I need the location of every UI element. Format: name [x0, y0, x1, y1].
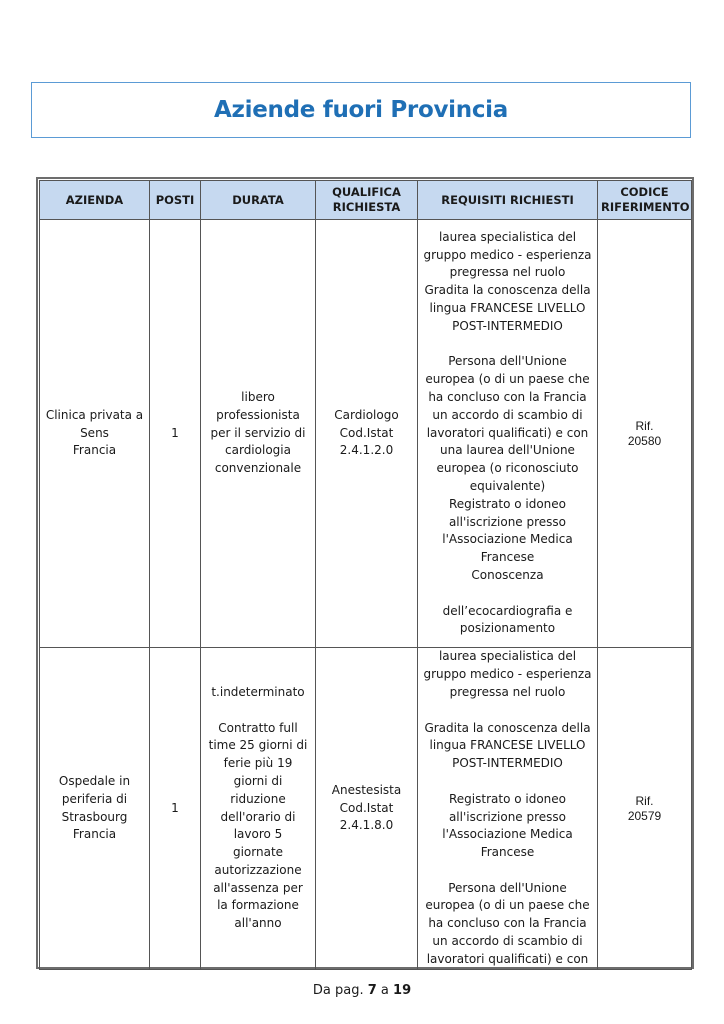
cell-text-line: Strasbourg: [61, 809, 128, 824]
cell-text-line: lingua FRANCESE LIVELLO: [429, 301, 586, 316]
cell-text-line: Cod.Istat: [339, 425, 394, 440]
table-row: [40, 648, 692, 970]
cell-durata: [201, 648, 316, 970]
cell-qualifica: [316, 648, 418, 970]
cell-text-line: [204, 702, 312, 720]
cell-text-line: time 25 giorni di: [208, 738, 308, 753]
cell-text-line: autorizzazione: [214, 862, 302, 877]
cell-text-line: Francese: [480, 550, 535, 565]
cell-azienda: [40, 220, 150, 648]
cell-text-line: ferie più 19: [223, 756, 293, 771]
cell-requisiti: [418, 648, 598, 970]
header-posti: POSTI: [150, 181, 201, 220]
footer-prefix: Da pag.: [312, 983, 364, 998]
cell-text-line: t.indeterminato: [211, 684, 305, 699]
cell-text-line: [421, 585, 594, 603]
cell-text-line: Registrato o idoneo: [448, 791, 567, 806]
cell-text-line: 20580: [627, 433, 662, 448]
cell-text-line: Cardiologo: [334, 407, 399, 422]
table-row: [40, 220, 692, 648]
cell-text-line: Gradita la conoscenza della: [424, 283, 591, 298]
cell-text-line: 2.4.1.2.0: [339, 443, 394, 458]
cell-text-line: dell’ecocardiografia e: [442, 603, 573, 618]
header-durata: DURATA: [201, 181, 316, 220]
cell-text-line: una laurea dell'Unione: [440, 443, 575, 458]
header-qualifica-line: QUALIFICA: [332, 185, 401, 199]
cell-text-line: [421, 702, 594, 720]
page-footer: [0, 983, 724, 998]
cell-text-line: equivalente): [469, 478, 546, 493]
cell-text-line: lavoratori qualificati) e con: [426, 425, 589, 440]
page-title: Aziende fuori Provincia: [214, 97, 508, 123]
cell-text-line: gruppo medico - esperienza: [423, 247, 592, 262]
cell-text-line: lavoratori qualificati) e con: [426, 951, 589, 966]
footer-separator: a: [380, 983, 389, 998]
cell-qualifica: [316, 220, 418, 648]
cell-text-line: giorni di: [233, 773, 283, 788]
cell-text-line: giornate: [232, 845, 284, 860]
cell-text-line: [421, 336, 594, 354]
cell-text-line: Francia: [72, 443, 117, 458]
cell-text-line: un accordo di scambio di: [432, 407, 583, 422]
cell-text-line: all'iscrizione presso: [448, 514, 567, 529]
cell-riferimento: [598, 648, 692, 970]
header-qualifica: [316, 181, 418, 220]
cell-text-line: libero: [241, 390, 275, 404]
cell-text-line: Persona dell'Unione: [448, 354, 567, 369]
cell-text-line: Conoscenza: [471, 567, 544, 582]
cell-text-line: [421, 773, 594, 791]
cell-text-line: 20579: [627, 808, 662, 823]
cell-text-line: Persona dell'Unione: [448, 880, 567, 895]
cell-text-line: laurea specialistica del: [438, 649, 577, 664]
header-azienda: AZIENDA: [40, 181, 150, 220]
cell-text-line: europea (o di un paese che: [425, 372, 590, 387]
cell-text-line: gruppo medico - esperienza: [423, 667, 592, 682]
cell-text-line: Gradita la conoscenza della: [424, 720, 591, 735]
cell-text-line: all'assenza per: [213, 880, 303, 895]
cell-text-line: la formazione: [217, 898, 299, 913]
table-header-row: [40, 181, 692, 220]
header-qualifica-line: RICHIESTA: [332, 200, 401, 214]
job-offers-table-frame: [36, 177, 694, 969]
cell-text-line: laurea specialistica del: [438, 229, 577, 244]
cell-text-line: [421, 862, 594, 880]
cell-text-line: Rif.: [635, 793, 654, 808]
cell-text-line: per il servizio di: [210, 425, 306, 440]
cell-durata: [201, 220, 316, 648]
header-codice-line: RIFERIMENTO: [601, 200, 690, 214]
cell-text-line: posizionamento: [459, 621, 556, 636]
cell-text-line: pregressa nel ruolo: [449, 265, 566, 280]
cell-posti: 1: [150, 648, 201, 970]
footer-total-pages: 19: [393, 983, 412, 998]
cell-text-line: l'Associazione Medica: [442, 532, 573, 547]
cell-text-line: un accordo di scambio di: [432, 934, 583, 949]
cell-text-line: POST-INTERMEDIO: [452, 756, 563, 771]
cell-requisiti: [418, 220, 598, 648]
cell-text-line: Francese: [480, 845, 535, 860]
cell-text-line: europea (o riconosciuto: [436, 461, 579, 476]
header-codice-line: CODICE: [620, 185, 669, 199]
cell-text-line: POST-INTERMEDIO: [452, 318, 563, 333]
cell-text-line: Clinica privata a: [45, 407, 144, 422]
cell-azienda: [40, 648, 150, 970]
cell-text-line: periferia di: [61, 791, 128, 806]
cell-text-line: l'Associazione Medica: [442, 827, 573, 842]
cell-text-line: cardiologia: [225, 443, 291, 458]
cell-posti: 1: [150, 220, 201, 648]
page-title-box: [31, 82, 691, 138]
cell-text-line: 2.4.1.8.0: [339, 818, 394, 833]
cell-text-line: lingua FRANCESE LIVELLO: [429, 738, 586, 753]
cell-text-line: Anestesista: [331, 782, 402, 797]
header-requisiti: REQUISITI RICHIESTI: [418, 181, 598, 220]
cell-text-line: Rif.: [635, 418, 654, 433]
cell-text-line: europea (o di un paese che: [425, 898, 590, 913]
cell-text-line: dell'orario di: [220, 809, 296, 824]
cell-text-line: Sens: [80, 425, 109, 440]
cell-text-line: pregressa nel ruolo: [449, 684, 566, 699]
cell-text-line: all'anno: [234, 916, 282, 931]
cell-text-line: convenzionale: [214, 461, 302, 476]
footer-current-page: 7: [367, 983, 377, 998]
job-offers-table: [39, 180, 692, 970]
cell-text-line: Cod.Istat: [339, 800, 394, 815]
cell-text-line: Contratto full: [218, 720, 298, 735]
header-codice: [598, 181, 692, 220]
cell-riferimento: [598, 220, 692, 648]
cell-text-line: Francia: [72, 827, 117, 842]
cell-text-line: all'iscrizione presso: [448, 809, 567, 824]
cell-text-line: riduzione: [230, 791, 286, 806]
cell-text-line: professionista: [216, 407, 300, 422]
cell-text-line: Registrato o idoneo: [448, 496, 567, 511]
cell-text-line: ha concluso con la Francia: [428, 390, 587, 404]
cell-text-line: lavoro 5: [233, 827, 283, 842]
cell-text-line: ha concluso con la Francia: [428, 916, 587, 931]
cell-text-line: Ospedale in: [58, 773, 131, 788]
